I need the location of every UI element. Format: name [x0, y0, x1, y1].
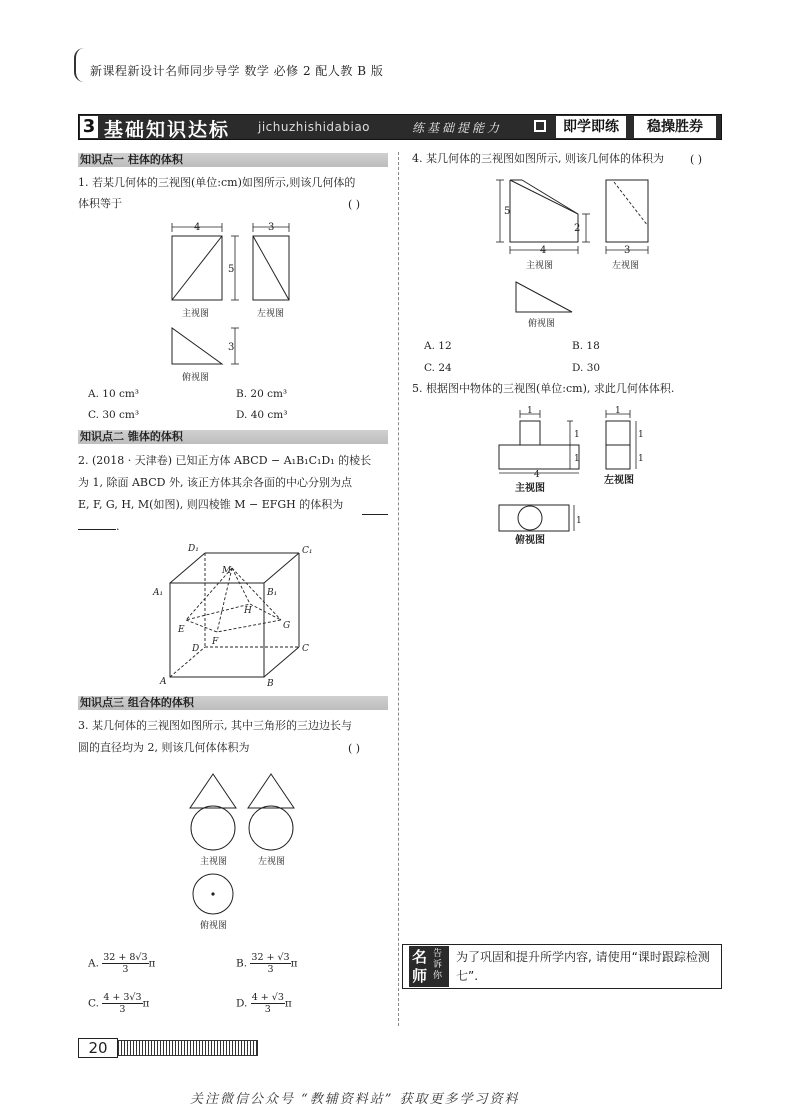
q3-label-front: 主视图 [200, 857, 228, 867]
q5-label-left: 左视图 [604, 475, 634, 486]
q2-label-f: F [212, 637, 219, 647]
q3-answer-paren: ( ) [348, 742, 361, 755]
q1-dim-3: 3 [268, 222, 275, 233]
q3-option-c-label: C. [88, 997, 99, 1010]
q5-dim-1f: 1 [638, 454, 644, 464]
q3-option-d-fraction [251, 992, 285, 1015]
q1-text-line1: 1. 若某几何体的三视图(单位:cm)如图所示,则该几何体的 [78, 176, 356, 189]
q2-blank-b [78, 529, 116, 530]
q5-top-rect [499, 505, 569, 531]
q3-front-triangle [190, 774, 236, 808]
q3-option-a-pi: π [148, 957, 156, 970]
q2-label-e: E [178, 625, 185, 635]
running-header: 新课程新设计名师同步导学 数学 必修 2 配人教 B 版 [90, 64, 384, 78]
q2-cube-figure [150, 540, 325, 690]
section-heading-1: 知识点一 柱体的体积 [78, 153, 388, 167]
q1-text-line2: 体积等于 [78, 197, 122, 210]
q4-text-line1: 4. 某几何体的三视图如图所示, 则该几何体的体积为 [412, 152, 664, 165]
q4-option-d: D. 30 [572, 362, 601, 374]
q1-answer-paren: ( ) [348, 198, 361, 211]
q1-label-front: 主视图 [182, 309, 210, 319]
q3-text-line2: 圆的直径均为 2, 则该几何体体积为 [78, 741, 250, 754]
page-number: 20 [78, 1038, 118, 1058]
q5-text-line1: 5. 根据图中物体的三视图(单位:cm), 求此几何体体积. [412, 382, 675, 395]
q2-label-b: B [267, 679, 274, 689]
q4-label-front: 主视图 [526, 261, 554, 271]
q2-text-line2: 为 1, 除面 ABCD 外, 该正方体其余各面的中心分别为点 [78, 476, 352, 489]
q4-three-view-figure [490, 170, 660, 330]
q4-left-rect [606, 180, 648, 242]
q5-dim-1d: 1 [615, 406, 621, 416]
q3-option-a-den: 3 [122, 964, 129, 975]
section-heading-2: 知识点二 锥体的体积 [78, 430, 388, 444]
q3-option-d-num: 4 + √3 [251, 992, 284, 1003]
q5-dim-1a: 1 [527, 406, 533, 416]
q4-label-left: 左视图 [612, 261, 640, 271]
q3-three-view-figure [180, 770, 300, 935]
q1-option-d: D. 40 cm³ [236, 409, 288, 421]
q3-option-d-den: 3 [264, 1004, 271, 1015]
q5-front-base-rect [499, 445, 579, 469]
q3-label-left: 左视图 [258, 857, 286, 867]
q2-label-d1: D₁ [188, 544, 199, 554]
teacher-note-text: 为了巩固和提升所学内容, 请使用“课时跟踪检测七”. [456, 950, 710, 983]
banner-square-icon [534, 120, 546, 132]
q4-top-triangle [516, 282, 572, 312]
q1-option-a: A. 10 cm³ [88, 388, 140, 400]
q3-text-line1: 3. 某几何体的三视图如图所示, 其中三角形的三边边长与 [78, 719, 352, 732]
q3-option-d-label: D. [236, 997, 248, 1010]
q5-label-top: 俯视图 [515, 535, 545, 545]
header-brace [74, 48, 88, 82]
q4-option-a: A. 12 [424, 340, 452, 352]
q1-dim-4: 4 [194, 222, 201, 233]
q3-option-d-pi: π [284, 997, 292, 1010]
q3-option-b [236, 952, 298, 975]
q2-label-m: M [222, 566, 232, 576]
badge-char-ming: 名 [412, 948, 428, 966]
q4-front-shape [510, 180, 581, 242]
q5-dim-1c: 1 [574, 454, 580, 464]
q1-dim-3b: 3 [228, 342, 235, 353]
banner-pinyin: jichuzhishidabiao [258, 120, 371, 134]
q2-label-b1: B₁ [267, 588, 278, 598]
banner-tag-secure: 稳操胜券 [634, 116, 716, 138]
q3-option-b-num: 32 + √3 [251, 952, 290, 963]
q3-left-circle [249, 806, 293, 850]
q1-label-left: 左视图 [257, 309, 285, 319]
q5-dim-1e: 1 [638, 430, 644, 440]
q1-option-b: B. 20 cm³ [236, 388, 288, 400]
q3-option-b-den: 3 [267, 964, 274, 975]
q1-label-top: 俯视图 [182, 373, 210, 383]
q4-option-c: C. 24 [424, 362, 452, 374]
q3-option-a-label: A. [88, 957, 99, 970]
column-divider [398, 152, 399, 1026]
q2-label-c1: C₁ [302, 546, 313, 556]
q1-option-c: C. 30 cm³ [88, 409, 140, 421]
q5-front-top-square [520, 421, 540, 445]
q3-option-a-fraction [102, 952, 148, 975]
q1-front-diagonal [172, 236, 222, 300]
q1-top-triangle [172, 328, 222, 364]
q3-option-c-den: 3 [119, 1004, 126, 1015]
section-heading-3: 知识点三 组合体的体积 [78, 696, 388, 710]
q5-dim-1g: 1 [576, 516, 582, 526]
q1-dim-5: 5 [228, 264, 235, 275]
q3-option-b-label: B. [236, 957, 248, 970]
badge-small-text: 告诉你 [433, 949, 443, 981]
badge-char-shi: 师 [412, 967, 428, 985]
q4-left-hidden-edge [614, 182, 648, 226]
bottom-handwritten-note: 关注微信公众号 “教辅资料站” 获取更多学习资料 [190, 1092, 520, 1107]
q5-label-front: 主视图 [515, 483, 545, 494]
q4-dim-5: 5 [504, 206, 511, 217]
q2-label-a1: A₁ [153, 588, 164, 598]
q2-label-a: A [160, 677, 167, 687]
q5-three-view-figure [490, 405, 660, 545]
q3-front-circle [191, 806, 235, 850]
q5-top-circle [518, 506, 542, 530]
q2-label-h: H [244, 606, 252, 616]
q3-option-a-num: 32 + 8√3 [103, 952, 148, 963]
q3-top-center-dot [211, 892, 214, 895]
q5-dim-4: 4 [534, 470, 540, 480]
q2-label-d: D [192, 644, 200, 654]
q3-left-triangle [248, 774, 294, 808]
q4-dim-2: 2 [574, 223, 581, 234]
banner-slogan: 练基础提能力 [412, 121, 503, 135]
q4-label-top: 俯视图 [528, 319, 556, 329]
banner-number: 3 [80, 116, 98, 138]
q2-label-c: C [302, 644, 309, 654]
q2-blank-a [362, 514, 388, 515]
q1-three-view-figure [160, 218, 310, 388]
banner-tag-practice: 即学即练 [556, 116, 626, 138]
q5-dim-1b: 1 [574, 430, 580, 440]
banner-title: 基础知识达标 [104, 119, 231, 141]
q3-option-d [236, 992, 292, 1015]
q2-blank-line [78, 516, 120, 538]
q2-text-line3: E, F, G, H, M(如图), 则四棱锥 M − EFGH 的体积为 [78, 498, 344, 511]
q3-option-b-fraction [250, 952, 290, 975]
q3-option-c [88, 992, 149, 1015]
q4-option-b: B. 18 [572, 340, 600, 352]
q4-dim-4: 4 [540, 245, 547, 256]
q3-option-c-fraction [102, 992, 142, 1015]
q3-option-a [88, 952, 155, 975]
q3-option-c-num: 4 + 3√3 [103, 992, 142, 1003]
q3-option-c-pi: π [142, 997, 150, 1010]
q4-dim-3: 3 [624, 245, 631, 256]
q4-answer-paren: ( ) [690, 153, 703, 166]
q2-period: . [116, 520, 120, 533]
q2-text-line1: 2. (2018 · 天津卷) 已知正方体 ABCD − A₁B₁C₁D₁ 的棱长 [78, 454, 372, 467]
q3-label-top: 俯视图 [200, 921, 228, 931]
q1-left-diagonal [253, 236, 289, 300]
teacher-note-badge [409, 946, 449, 987]
q2-label-g: G [283, 621, 291, 631]
q3-option-b-pi: π [290, 957, 298, 970]
